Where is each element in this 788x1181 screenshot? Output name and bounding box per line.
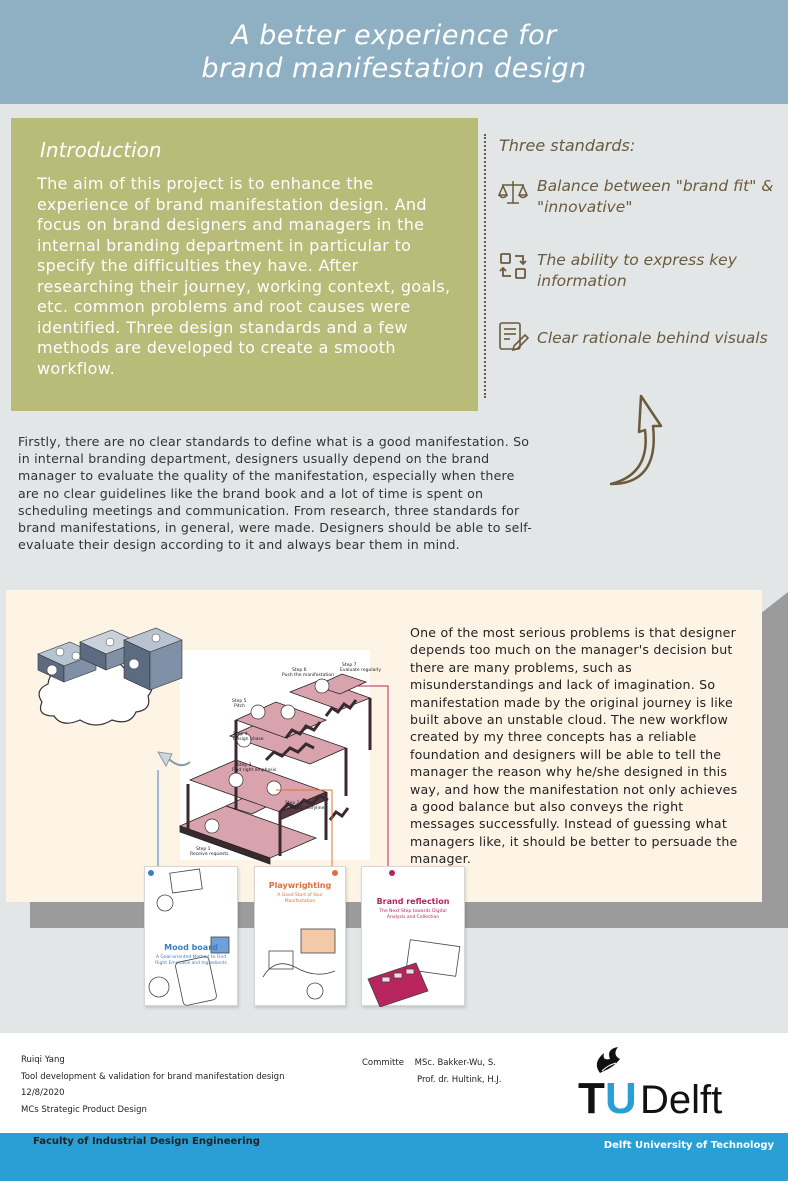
- page-header: [0, 0, 788, 104]
- committee-member-1: MSc. Bakker-Wu, S.: [414, 1058, 496, 1068]
- standards-explanation-paragraph: Firstly, there are no clear standards to define what is a good manifestation. So in internal branding department, designers usually depend on the brand manager to evaluate the quality of the manifestation, especially when there are no clear guidelines like the brand book and a lot of time is spent on scheduling meetings and communication. From research, three standards for brand manifestations, in general, were made. Designers should be able to self-evaluate their design according to it and always bear them in mind.: [18, 434, 532, 553]
- logo-delft-word: Delft: [640, 1078, 723, 1120]
- booklet-title-playwrighting: Playwrighting: [268, 881, 332, 890]
- step-label-7-desc: Evaluate regularly: [340, 668, 382, 673]
- step-label-6: Step 6: [292, 668, 307, 673]
- tu-delft-logo-mark: [578, 1045, 758, 1120]
- standards-title: Three standards:: [499, 136, 636, 155]
- standards-divider: [484, 134, 486, 398]
- booklet-subtitle-playwrighting: A Good Start of Your Manifestation: [277, 893, 323, 904]
- introduction-text: The aim of this project is to enhance the experience of brand manifestation design. And focus on brand designers and managers in the internal branding department in particular to specify the difficulties they have. After researching their journey, working context, goals, etc. common problems and root causes were identified. Three design standards and a few methods are developed to create a smooth workflow.: [37, 174, 451, 378]
- author-info: [21, 1052, 284, 1118]
- step-label-1: Step 1: [196, 847, 211, 852]
- author-name: Ruiqi Yang: [21, 1055, 65, 1065]
- standard-label-balance: Balance between "brand fit" & "innovative": [537, 177, 774, 216]
- logo-tu-u: U: [605, 1074, 637, 1120]
- document-edit-icon: [497, 320, 529, 352]
- step-label-4: Step 4: [233, 732, 248, 737]
- committee-info: [362, 1055, 501, 1089]
- project-date: 12/8/2020: [21, 1088, 65, 1098]
- page-title-line-2: brand manifestation design: [201, 53, 587, 84]
- standard-label-express: The ability to express key information: [537, 251, 737, 290]
- scale-icon: [497, 176, 529, 208]
- convert-icon: [497, 250, 529, 282]
- introduction-title: Introduction: [40, 138, 162, 162]
- faculty-name: Faculty of Industrial Design Engineering: [33, 1136, 260, 1147]
- program-name: MCs Strategic Product Design: [21, 1104, 147, 1115]
- step-label-2-desc: Build up storyline: [285, 806, 325, 811]
- mood-board-sketch: [145, 867, 237, 1007]
- step-label-3-desc: Find right emphasis: [232, 768, 277, 773]
- committee-member-2: Prof. dr. Hultink, H.J.: [417, 1075, 502, 1085]
- booklet-mood-board: [144, 866, 238, 1006]
- standard-item-balance: [497, 176, 782, 218]
- curved-arrow-icon: [605, 392, 665, 492]
- workflow-staircase-illustration: [30, 620, 400, 890]
- step-label-1-desc: Receive requests: [190, 852, 229, 857]
- introduction-panel: [11, 118, 478, 411]
- step-label-7: Step 7: [342, 663, 357, 668]
- project-title: Tool development & validation for brand manifestation design: [21, 1071, 285, 1082]
- booklet-title-brand-reflection: Brand reflection: [376, 897, 450, 906]
- step-label-5: Step 5: [232, 699, 247, 704]
- booklet-subtitle-brand-reflection: The Next Step towards Digital Analysis and Collection: [379, 909, 447, 920]
- bottom-bar: [0, 1133, 788, 1181]
- booklet-playwrighting: [254, 866, 346, 1006]
- university-name: Delft University of Technology: [603, 1140, 774, 1151]
- standard-item-rationale: [497, 320, 782, 352]
- committee-label: Committe: [362, 1058, 404, 1068]
- standard-item-express: [497, 250, 782, 292]
- step-label-4-desc: Design phase: [233, 737, 264, 742]
- page-title-line-1: A better experience for: [231, 20, 557, 51]
- tu-delft-logo: [578, 1045, 758, 1124]
- step-label-5-desc: Pitch: [234, 704, 245, 709]
- booklet-title-mood-board: Mood board: [164, 943, 218, 952]
- booklet-subtitle-mood-board: A Goal-oriented Method to Find Right Emphasis and Ingredients: [155, 955, 227, 966]
- step-label-2: Step 2: [285, 801, 300, 806]
- section-shadow-corner: [760, 592, 788, 614]
- step-label-3: Step 3: [237, 763, 252, 768]
- logo-tu-t: T: [578, 1074, 605, 1120]
- standard-label-rationale: Clear rationale behind visuals: [537, 329, 768, 347]
- step-label-6-desc: Push the manifestation: [282, 673, 335, 678]
- workflow-explanation-paragraph: One of the most serious problems is that designer depends too much on the manager's decision but there are many problems, such as misunderstandings and lack of imagination. So manifestation made by the original journey is like built above an unstable cloud. The new workflow created by my three concepts has a reliable foundation and designers will be able to tell the manager the reason why he/she designed in this way, and how the manifestation not only achieves a good balance but also conveys the right messages successfully. Instead of guessing what managers like, it should be better to persuade the manager.: [410, 625, 738, 867]
- booklet-brand-reflection: [361, 866, 465, 1006]
- brand-reflection-sketch: [362, 867, 464, 1007]
